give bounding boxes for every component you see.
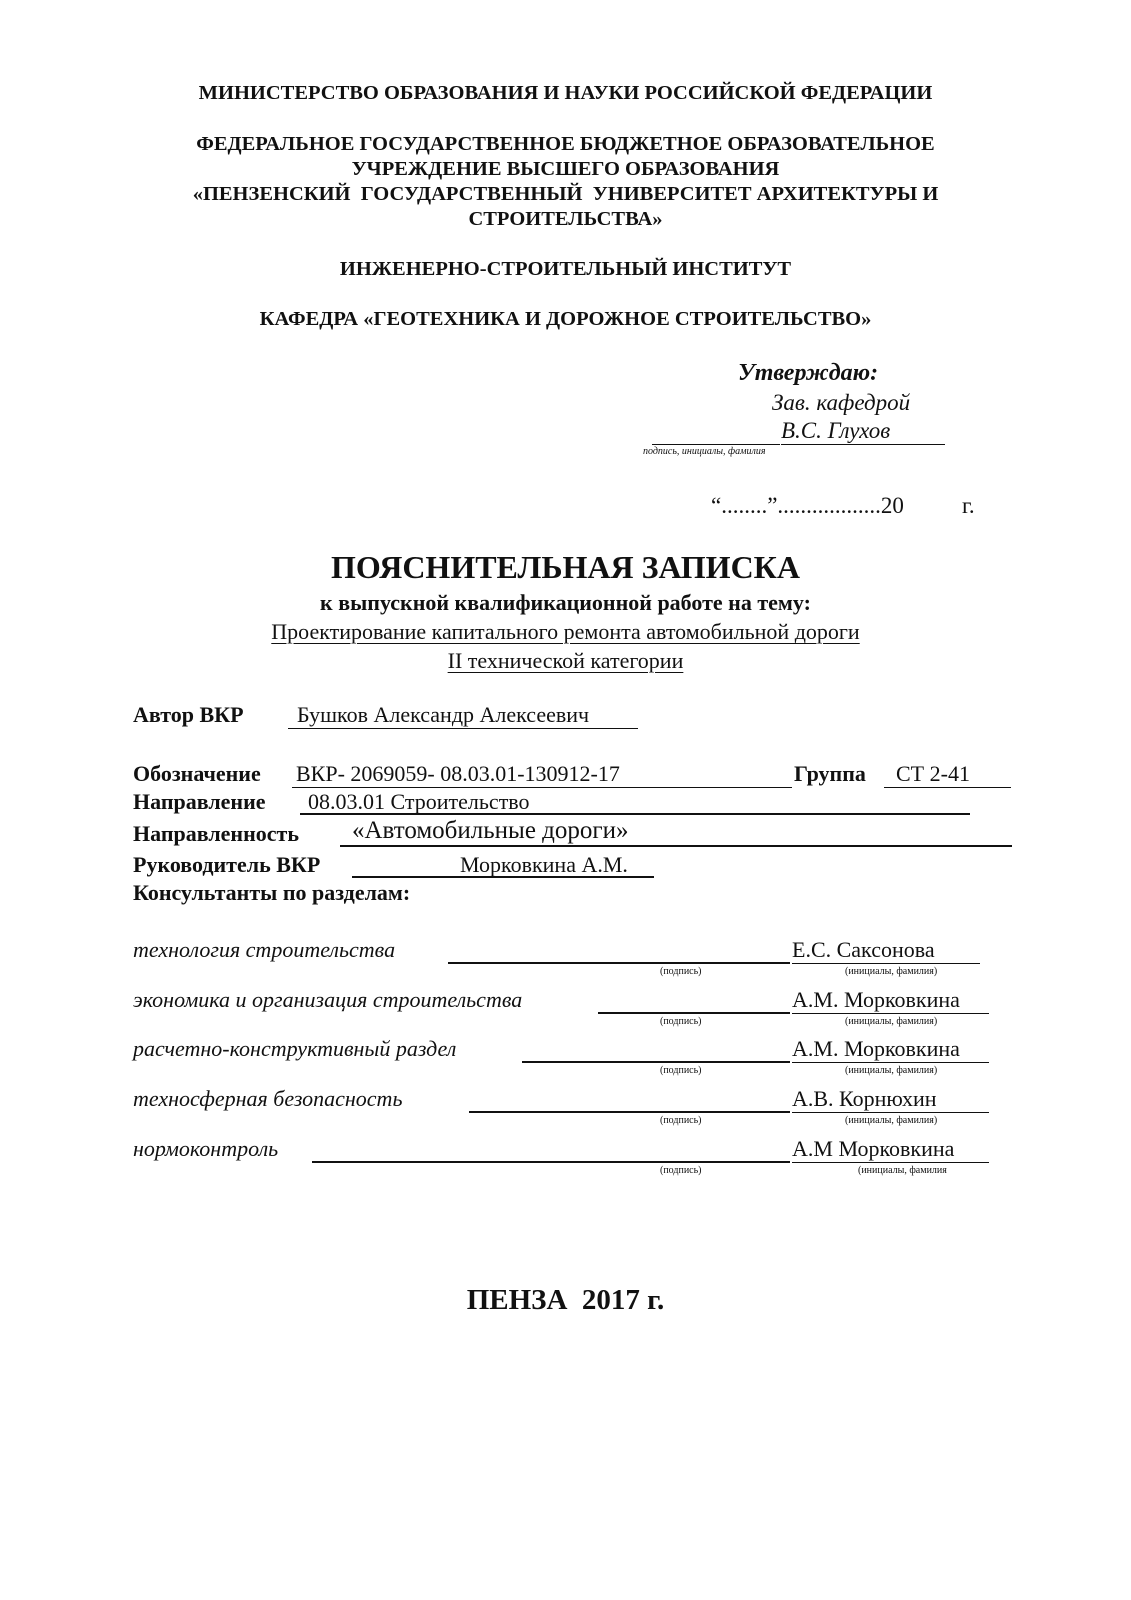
institute-heading: ИНЖЕНЕРНО-СТРОИТЕЛЬНЫЙ ИНСТИТУТ [339, 258, 792, 280]
consultant-section: экономика и организация строительства [133, 987, 523, 1012]
institution-line-2: УЧРЕЖДЕНИЕ ВЫСШЕГО ОБРАЗОВАНИЯ [351, 158, 780, 180]
name-caption: (инициалы, фамилия) [845, 1065, 938, 1076]
department-heading: КАФЕДРА «ГЕОТЕХНИКА И ДОРОЖНОЕ СТРОИТЕЛЬСТВО» [259, 308, 872, 330]
signature-caption: (подпись) [660, 1115, 702, 1126]
name-underline [792, 1162, 989, 1163]
designation-underline [292, 787, 792, 788]
signature-caption: (подпись) [660, 1016, 702, 1027]
name-caption: (инициалы, фамилия) [845, 966, 938, 977]
name-underline [792, 963, 980, 964]
signature-line [469, 1111, 790, 1113]
consultant-name: А.В. Корнюхин [792, 1086, 937, 1111]
consultants-label: Консультанты по разделам: [133, 880, 411, 905]
consultant-section: техносферная безопасность [133, 1086, 403, 1111]
focus-value: «Автомобильные дороги» [352, 817, 629, 844]
institution-line-3: «ПЕНЗЕНСКИЙ ГОСУДАРСТВЕННЫЙ УНИВЕРСИТЕТ АРХИТЕКТУРЫ И [192, 183, 939, 205]
direction-value: 08.03.01 Строительство [308, 789, 530, 814]
document-title: ПОЯСНИТЕЛЬНАЯ ЗАПИСКА [331, 549, 800, 585]
document-subtitle: к выпускной квалификационной работе на тему: [320, 590, 811, 615]
name-caption: (инициалы, фамилия [858, 1165, 947, 1176]
name-underline [792, 1013, 989, 1014]
approval-title: Утверждаю: [738, 360, 879, 386]
designation-value: ВКР- 2069059- 08.03.01-130912-17 [296, 761, 620, 786]
supervisor-value: Морковкина А.М. [460, 852, 628, 877]
group-value: СТ 2-41 [896, 761, 970, 786]
author-label: Автор ВКР [133, 702, 244, 727]
focus-underline [340, 845, 1012, 847]
consultant-name: Е.С. Саксонова [792, 937, 935, 962]
group-label: Группа [794, 761, 866, 786]
consultant-name: А.М Морковкина [792, 1136, 955, 1161]
signature-line [522, 1061, 790, 1063]
consultant-section: нормоконтроль [133, 1136, 279, 1161]
approval-name: В.С. Глухов [781, 418, 891, 443]
approval-signature-line [652, 444, 780, 445]
supervisor-label: Руководитель ВКР [133, 852, 321, 877]
signature-line [598, 1012, 790, 1014]
designation-label: Обозначение [133, 761, 261, 786]
approval-year-suffix: г. [962, 493, 975, 518]
approval-caption: подпись, инициалы, фамилия [643, 446, 766, 457]
name-underline [792, 1062, 989, 1063]
ministry-heading: МИНИСТЕРСТВО ОБРАЗОВАНИЯ И НАУКИ РОССИЙСКОЙ ФЕДЕРАЦИИ [198, 82, 933, 104]
city-year: ПЕНЗА 2017 г. [466, 1284, 665, 1316]
signature-line [312, 1161, 790, 1163]
focus-label: Направленность [133, 821, 299, 846]
approval-position: Зав. кафедрой [772, 390, 911, 415]
signature-line [448, 962, 790, 964]
consultant-name: А.М. Морковкина [792, 1036, 960, 1061]
author-underline [288, 728, 638, 729]
consultant-name: А.М. Морковкина [792, 987, 960, 1012]
consultant-section: расчетно-конструктивный раздел [133, 1036, 457, 1061]
author-value: Бушков Александр Алексеевич [297, 702, 590, 727]
approval-date: “........”..................20 [711, 493, 904, 518]
institution-line-4: СТРОИТЕЛЬСТВА» [468, 208, 663, 230]
name-underline [792, 1112, 989, 1113]
name-caption: (инициалы, фамилия) [845, 1016, 938, 1027]
topic-line-1: Проектирование капитального ремонта автомобильной дороги [271, 619, 860, 644]
signature-caption: (подпись) [660, 1065, 702, 1076]
approval-name-underline [781, 444, 945, 445]
signature-caption: (подпись) [660, 966, 702, 977]
name-caption: (инициалы, фамилия) [845, 1115, 938, 1126]
signature-caption: (подпись) [660, 1165, 702, 1176]
direction-label: Направление [133, 789, 266, 814]
institution-line-1: ФЕДЕРАЛЬНОЕ ГОСУДАРСТВЕННОЕ БЮДЖЕТНОЕ ОБРАЗОВАТЕЛЬНОЕ [196, 133, 935, 155]
topic-line-2: II технической категории [447, 648, 684, 673]
group-underline [884, 787, 1011, 788]
consultant-section: технология строительства [133, 937, 396, 962]
